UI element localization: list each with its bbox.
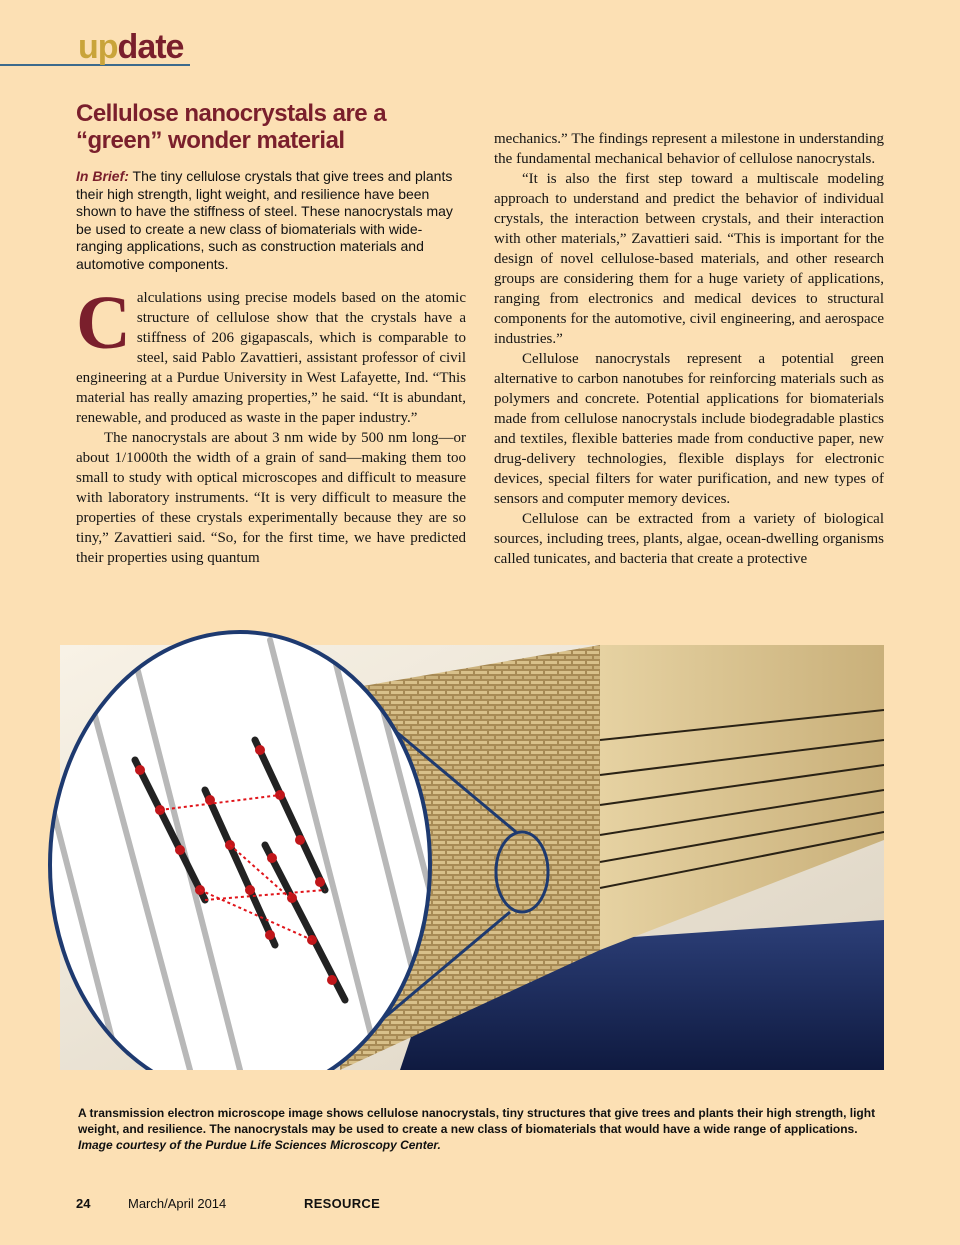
drop-cap: C [76,288,131,365]
article-paragraph [76,288,466,428]
caption-credit: Image courtesy of the Purdue Life Sciences Microscopy Center. [78,1138,441,1152]
article-paragraph: “It is also the first step toward a multiscale modeling approach to understand and predict the behavior of individual crystals, the interaction between crystals, and their interaction with other materials,” Zavattieri said. “This is important for the design of novel cellulose-based materials, and other research groups are considering them for a huge variety of applications, ranging from electronics and medical devices to structural components for the automotive, civil engineering, and aerospace industries.” [494,171,884,347]
in-brief-label: In Brief: [76,168,129,184]
paragraph-text: alculations using precise models based on the atomic structure of cellulose show that the crystals have a stiffness of 206 gigapascals, which is comparable to steel, said Pablo Zavattieri, assistant professor of civil engineering at a Purdue University in West Lafayette, Ind. “This material has really amazing properties,” he said. “It is abundant, renewable, and produced as waste in the paper industry.” [76,290,466,426]
in-brief [76,168,468,273]
section-label [78,30,183,64]
figure-caption [78,1105,878,1153]
publication-name: RESOURCE [304,1196,381,1211]
caption-text: A transmission electron microscope image shows cellulose nanocrystals, tiny structures that give trees and plants their high strength, light weight, and resilience. The nanocrystals may be used to create a new class of biomaterials that would have a wide range of applications. [78,1106,876,1136]
article-paragraph: Cellulose can be extracted from a variety of biological sources, including trees, plants, algae, ocean-dwelling organisms called tunicates, and bacteria that create a protective [494,511,884,567]
page-number: 24 [76,1196,91,1211]
illustration-graphic [40,600,884,1070]
article-column-left [76,288,466,588]
section-label-prefix: up [78,28,118,66]
section-label-suffix: date [117,28,184,66]
article-column-right [494,129,884,589]
article-paragraph: The nanocrystals are about 3 nm wide by 500 nm long—or about 1/1000th the width of a grain of sand—making them too small to study with optical microscopes and difficult to measure with laboratory instruments. “It is very difficult to measure the properties of these crystals experimentally because they are so tiny,” Zavattieri said. “So, for the first time, we have predicted their properties using quantum [76,430,466,566]
nanocrystal-illustration [40,600,884,1070]
article-paragraph: Cellulose nanocrystals represent a potential green alternative to carbon nanotubes for reinforcing materials such as polymers and concrete. Potential applications for biomaterials made from cellulose nanocrystals include biodegradable plastics and textiles, flexible batteries made from conductive paper, new drug-delivery technologies, flexible displays for electronic devices, special filters for water purification, and new types of sensors and computer memory devices. [494,351,884,507]
article-paragraph: mechanics.” The findings represent a milestone in understanding the fundamental mechanical behavior of cellulose nanocrystals. [494,131,884,167]
issue-date: March/April 2014 [128,1196,227,1211]
article-headline: Cellulose nanocrystals are a “green” wonder material [76,100,387,154]
in-brief-text: The tiny cellulose crystals that give trees and plants their high strength, light weight, and resilience have been shown to have the stiffness of steel. These nanocrystals may be used to create a new class of biomaterials with wide-ranging applications, such as construction materials and automotive components. [76,168,453,272]
